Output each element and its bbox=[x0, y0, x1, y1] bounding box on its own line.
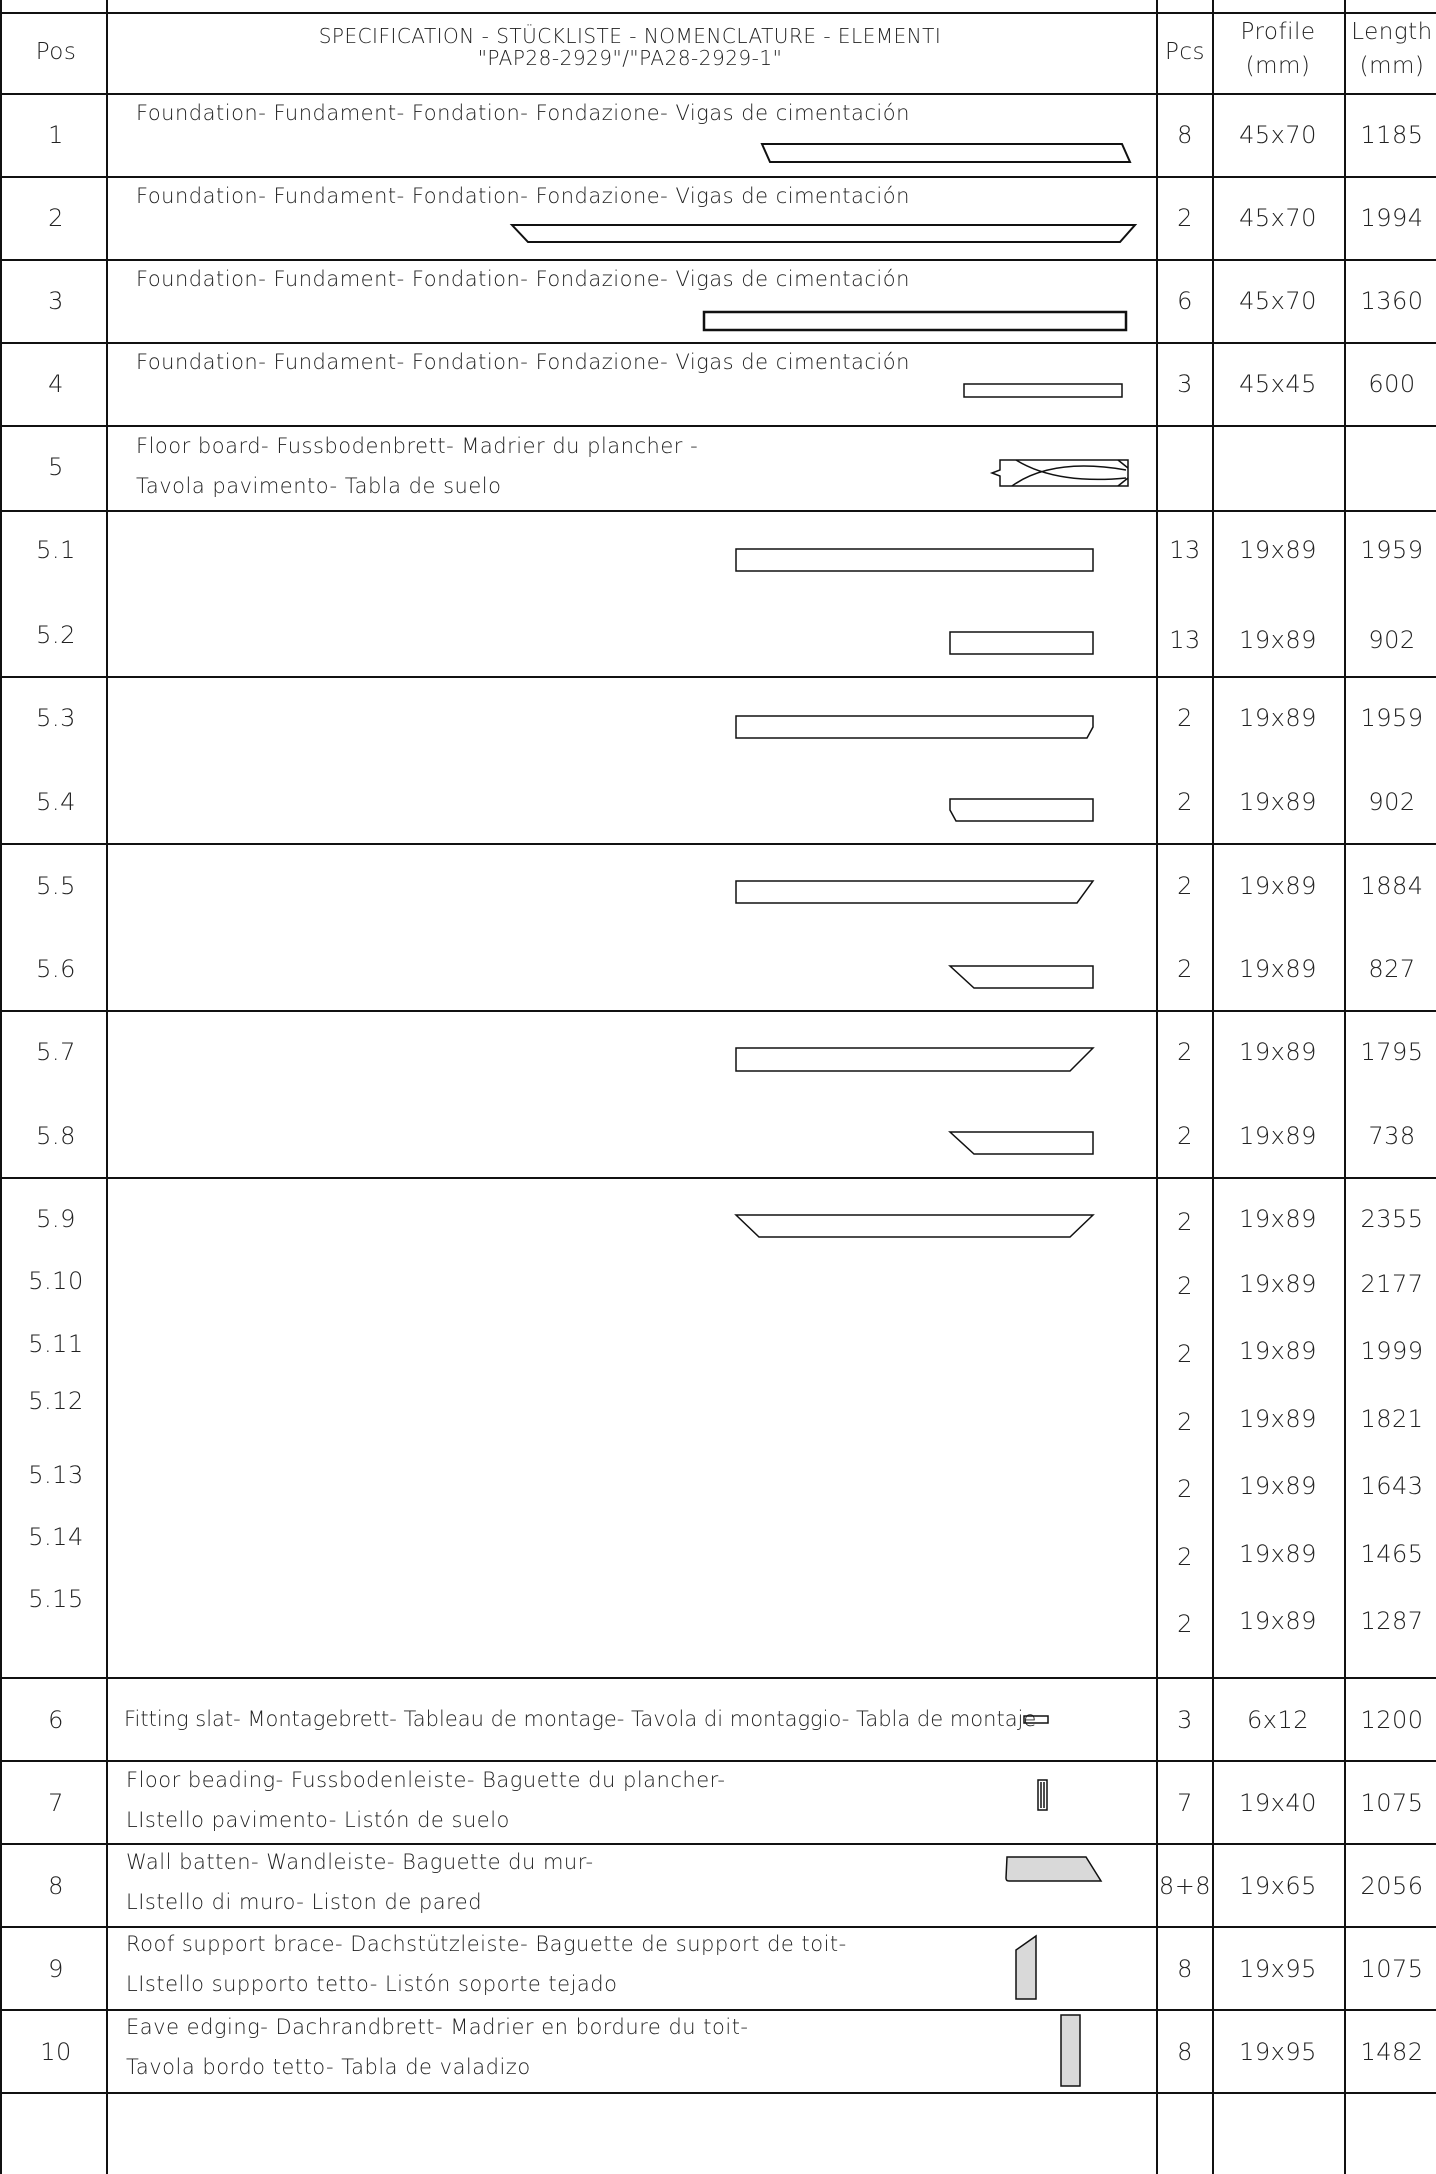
edging-profile-icon bbox=[1061, 2015, 1080, 2086]
board-angled-icon bbox=[736, 1048, 1093, 1071]
row-length: 1075 bbox=[1360, 1955, 1424, 1983]
beam-icon bbox=[704, 312, 1126, 330]
row-pcs: 2 bbox=[1177, 1610, 1193, 1638]
row-pos: 9 bbox=[48, 1955, 64, 1983]
row-length: 2177 bbox=[1360, 1270, 1424, 1298]
row-pos: 3 bbox=[48, 287, 64, 315]
row-pos: 5.7 bbox=[36, 1038, 76, 1066]
row-profile: 19x89 bbox=[1239, 955, 1317, 983]
row-pcs: 2 bbox=[1177, 788, 1193, 816]
row-description-line1: Floor board- Fussbodenbrett- Madrier du plancher - bbox=[136, 434, 699, 458]
row-length: 1075 bbox=[1360, 1789, 1424, 1817]
row-length: 1884 bbox=[1360, 872, 1424, 900]
row-profile: 19x95 bbox=[1239, 1955, 1317, 1983]
row-length: 600 bbox=[1368, 370, 1416, 398]
row-profile: 19x89 bbox=[1239, 626, 1317, 654]
row-profile: 19x40 bbox=[1239, 1789, 1317, 1817]
row-length: 1643 bbox=[1360, 1472, 1424, 1500]
row-length: 902 bbox=[1368, 626, 1416, 654]
tapered-beam-icon bbox=[512, 225, 1135, 242]
row-pcs: 2 bbox=[1177, 1272, 1193, 1300]
row-pcs: 8+8 bbox=[1158, 1872, 1212, 1900]
row-pos: 1 bbox=[48, 121, 64, 149]
row-pcs: 8 bbox=[1177, 121, 1193, 149]
header-length: Length bbox=[1351, 19, 1433, 45]
row-pos: 5.12 bbox=[28, 1387, 84, 1415]
row-length: 902 bbox=[1368, 788, 1416, 816]
row-length: 1959 bbox=[1360, 536, 1424, 564]
row-pos: 5.4 bbox=[36, 788, 76, 816]
row-length: 1185 bbox=[1360, 121, 1424, 149]
row-pos: 8 bbox=[48, 1872, 64, 1900]
board-icon bbox=[950, 632, 1093, 654]
row-pcs: 2 bbox=[1177, 872, 1193, 900]
row-profile: 19x89 bbox=[1239, 704, 1317, 732]
row-description-line2: LIstello supporto tetto- Listón soporte tejado bbox=[126, 1972, 618, 1996]
row-pcs: 2 bbox=[1177, 955, 1193, 983]
row-length: 738 bbox=[1368, 1122, 1416, 1150]
row-length: 827 bbox=[1368, 955, 1416, 983]
row-pos: 4 bbox=[48, 370, 64, 398]
row-description-line1: Eave edging- Dachrandbrett- Madrier en bordure du toit- bbox=[126, 2015, 749, 2039]
row-pos: 5.1 bbox=[36, 536, 76, 564]
row-pcs: 2 bbox=[1177, 204, 1193, 232]
row-profile: 19x89 bbox=[1239, 1405, 1317, 1433]
header-title: SPECIFICATION - STÜCKLISTE - NOMENCLATURE - ELEMENTI bbox=[318, 24, 942, 48]
row-pcs: 2 bbox=[1177, 1122, 1193, 1150]
row-profile: 45x70 bbox=[1239, 204, 1317, 232]
row-description: Foundation- Fundament- Fondation- Fondazione- Vigas de cimentación bbox=[136, 267, 910, 291]
row-description-line1: Wall batten- Wandleiste- Baguette du mur- bbox=[126, 1850, 594, 1874]
row-description: Foundation- Fundament- Fondation- Fondazione- Vigas de cimentación bbox=[136, 184, 910, 208]
row-length: 1821 bbox=[1360, 1405, 1424, 1433]
board-angled-icon bbox=[736, 881, 1093, 903]
floor-board-profile-icon bbox=[992, 460, 1128, 486]
row-pos: 5.9 bbox=[36, 1205, 76, 1233]
row-length: 2056 bbox=[1360, 1872, 1424, 1900]
board-angled-icon bbox=[950, 1132, 1093, 1154]
row-pos: 5.5 bbox=[36, 872, 76, 900]
row-pos: 2 bbox=[48, 204, 64, 232]
row-profile: 19x89 bbox=[1239, 1607, 1317, 1635]
row-pos: 5.3 bbox=[36, 704, 76, 732]
row-length: 1959 bbox=[1360, 704, 1424, 732]
row-pcs: 2 bbox=[1177, 1340, 1193, 1368]
board-trapezoid-icon bbox=[736, 1215, 1093, 1237]
row-pos: 5.6 bbox=[36, 955, 76, 983]
row-profile: 19x89 bbox=[1239, 788, 1317, 816]
row-pos: 10 bbox=[40, 2038, 72, 2066]
row-profile: 19x89 bbox=[1239, 1270, 1317, 1298]
row-pcs: 8 bbox=[1177, 2038, 1193, 2066]
board-icon bbox=[736, 549, 1093, 571]
row-profile: 19x89 bbox=[1239, 1472, 1317, 1500]
row-length: 2355 bbox=[1360, 1205, 1424, 1233]
row-profile: 19x89 bbox=[1239, 1038, 1317, 1066]
row-profile: 19x89 bbox=[1239, 1540, 1317, 1568]
row-profile: 19x95 bbox=[1239, 2038, 1317, 2066]
row-pcs: 2 bbox=[1177, 1208, 1193, 1236]
row-profile: 19x89 bbox=[1239, 1205, 1317, 1233]
row-profile: 19x89 bbox=[1239, 1122, 1317, 1150]
row-profile: 6x12 bbox=[1246, 1706, 1310, 1734]
header-profile-unit: (mm) bbox=[1245, 53, 1311, 79]
row-profile: 45x70 bbox=[1239, 121, 1317, 149]
row-pcs: 13 bbox=[1169, 626, 1201, 654]
header-length-unit: (mm) bbox=[1359, 53, 1425, 79]
row-length: 1287 bbox=[1360, 1607, 1424, 1635]
row-profile: 19x89 bbox=[1239, 536, 1317, 564]
row-description-line1: Roof support brace- Dachstützleiste- Baguette de support de toit- bbox=[126, 1932, 847, 1956]
row-pos: 5.11 bbox=[28, 1330, 84, 1358]
batten-profile-icon bbox=[1006, 1857, 1101, 1881]
row-pos: 5.2 bbox=[36, 621, 76, 649]
row-description: Foundation- Fundament- Fondation- Fondazione- Vigas de cimentación bbox=[136, 101, 910, 125]
tapered-beam-icon bbox=[762, 144, 1130, 162]
row-profile: 19x65 bbox=[1239, 1872, 1317, 1900]
row-description: Foundation- Fundament- Fondation- Fondazione- Vigas de cimentación bbox=[136, 350, 910, 374]
row-description-line1: Floor beading- Fussbodenleiste- Baguette du plancher- bbox=[126, 1768, 726, 1792]
row-length: 1482 bbox=[1360, 2038, 1424, 2066]
row-pcs: 7 bbox=[1177, 1789, 1193, 1817]
row-description: Fitting slat- Montagebrett- Tableau de montage- Tavola di montaggio- Tabla de montaje bbox=[124, 1707, 1037, 1731]
beading-profile-icon bbox=[1038, 1780, 1047, 1810]
slat-icon bbox=[1024, 1716, 1048, 1723]
row-pos: 5.10 bbox=[28, 1267, 84, 1295]
row-length: 1795 bbox=[1360, 1038, 1424, 1066]
row-pos: 5.13 bbox=[28, 1461, 84, 1489]
row-description-line2: LIstello di muro- Liston de pared bbox=[126, 1890, 483, 1914]
row-length: 1360 bbox=[1360, 287, 1424, 315]
row-pcs: 8 bbox=[1177, 1955, 1193, 1983]
row-length: 1994 bbox=[1360, 204, 1424, 232]
row-profile: 19x89 bbox=[1239, 1337, 1317, 1365]
row-profile: 45x45 bbox=[1239, 370, 1317, 398]
row-description-line2: Tavola pavimento- Tabla de suelo bbox=[136, 474, 502, 498]
row-pos: 7 bbox=[48, 1789, 64, 1817]
header-pos: Pos bbox=[35, 39, 77, 65]
row-pcs: 6 bbox=[1177, 287, 1193, 315]
row-pos: 6 bbox=[48, 1706, 64, 1734]
row-pcs: 2 bbox=[1177, 1475, 1193, 1503]
row-pcs: 3 bbox=[1177, 1706, 1193, 1734]
row-pcs: 3 bbox=[1177, 370, 1193, 398]
row-pos: 5 bbox=[48, 453, 64, 481]
header-subtitle: "PAP28-2929"/"PA28-2929-1" bbox=[477, 46, 783, 70]
board-angled-icon bbox=[950, 966, 1093, 988]
row-pcs: 13 bbox=[1169, 536, 1201, 564]
row-length: 1465 bbox=[1360, 1540, 1424, 1568]
row-pcs: 2 bbox=[1177, 1408, 1193, 1436]
brace-profile-icon bbox=[1016, 1936, 1036, 1999]
row-profile: 19x89 bbox=[1239, 872, 1317, 900]
row-pcs: 2 bbox=[1177, 1038, 1193, 1066]
row-pos: 5.8 bbox=[36, 1122, 76, 1150]
row-pcs: 2 bbox=[1177, 704, 1193, 732]
header-profile: Profile bbox=[1240, 19, 1316, 45]
row-description-line2: LIstello pavimento- Listón de suelo bbox=[126, 1808, 510, 1832]
row-pos: 5.15 bbox=[28, 1585, 84, 1613]
beam-icon bbox=[964, 384, 1122, 397]
row-length: 1200 bbox=[1360, 1706, 1424, 1734]
header-pcs: Pcs bbox=[1165, 39, 1205, 65]
board-chamfered-icon bbox=[950, 799, 1093, 821]
row-pos: 5.14 bbox=[28, 1523, 84, 1551]
board-chamfered-icon bbox=[736, 716, 1093, 738]
row-length: 1999 bbox=[1360, 1337, 1424, 1365]
row-profile: 45x70 bbox=[1239, 287, 1317, 315]
row-description-line2: Tavola bordo tetto- Tabla de valadizo bbox=[126, 2055, 531, 2079]
row-pcs: 2 bbox=[1177, 1543, 1193, 1571]
